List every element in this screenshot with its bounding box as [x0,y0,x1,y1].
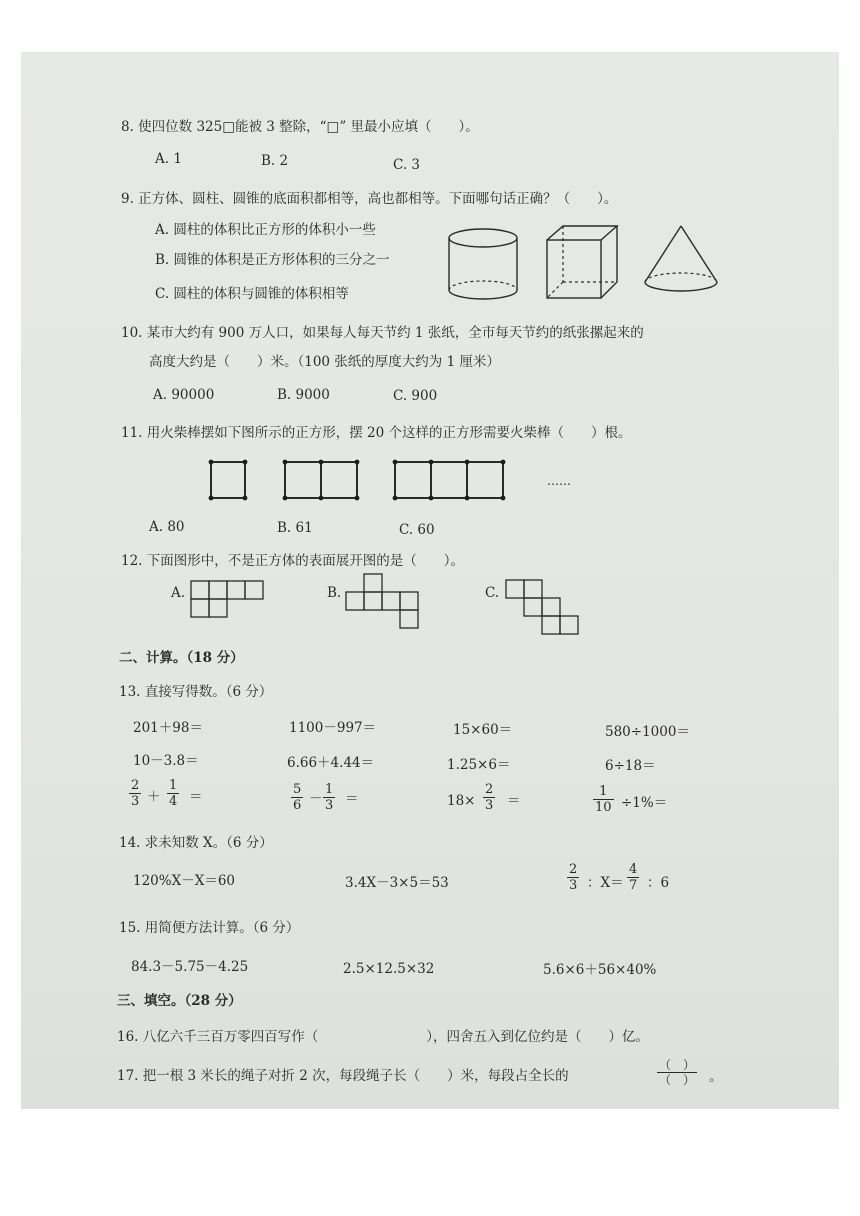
q13-r1c2: 1100－997＝ [289,720,377,736]
q13-r3c1-op: ＋ [147,789,161,805]
q17-answer-fraction: （ ） （ ） [659,1058,696,1087]
q14-eq3-mid: ：X＝ [587,875,624,891]
q8-option-a: A. 1 [155,151,182,167]
q12-option-a-label: A. [171,585,186,601]
q16-text: 16. 八亿六千三百万零四百写作（ ），四舍五入到亿位约是（ ）亿。 [117,1029,650,1045]
q10-option-c: C. 900 [393,388,438,404]
q14-eq3-frac2: $\frac{4}{7}$ [629,862,638,893]
q14-eq2: 3.4X－3×5＝53 [345,875,449,891]
q11-ellipsis: …… [547,474,571,488]
q8-stem: 8. 使四位数 325□能被 3 整除，“□” 里最小应填（ ）。 [121,119,479,135]
q10-option-a: A. 90000 [153,387,215,403]
q15-eq3: 5.6×6＋56×40% [543,962,657,978]
q13-r1c4: 580÷1000＝ [605,724,690,740]
cube-net-b [345,572,421,632]
q9-option-c: C. 圆柱的体积与圆锥的体积相等 [155,286,349,302]
q12-option-b-label: B. [327,585,342,601]
q8-option-b: B. 2 [261,153,289,169]
q10-stem-line2: 高度大约是（ ）米。（100 张纸的厚度大约为 1 厘米） [149,354,500,370]
q17-text: 17. 把一根 3 米长的绳子对折 2 次，每段绳子长（ ）米，每段占全长的 [117,1068,569,1084]
q10-option-b: B. 9000 [277,387,330,403]
q13-r3c4-frac: $\frac{1}{10}$ [595,784,612,815]
q9-option-b: B. 圆锥的体积是正方形体积的三分之一 [155,252,390,268]
matchstick-figure-2 [283,460,361,502]
section-3-title: 三、填空。（28 分） [117,993,242,1009]
q13-r3c3-pre: 18× [447,793,476,809]
q11-option-c: C. 60 [399,522,435,538]
cube-figure [545,224,619,302]
q13-r2c4: 6÷18＝ [605,758,656,774]
q13-r3c4-post: ÷1%＝ [621,795,668,811]
q17-end: 。 [709,1069,723,1085]
matchstick-figure-1 [209,460,249,502]
q8-option-c: C. 3 [393,157,421,173]
q15-eq2: 2.5×12.5×32 [343,961,435,977]
q9-option-a: A. 圆柱的体积比正方形的体积小一些 [155,222,376,238]
q14-eq3-post: ：6 [647,875,670,891]
matchstick-figure-3 [393,460,507,502]
cylinder-figure [447,228,519,306]
q13-title: 13. 直接写得数。（6 分） [119,684,273,700]
q11-option-a: A. 80 [149,519,185,535]
q11-stem: 11. 用火柴棒摆如下图所示的正方形，摆 20 个这样的正方形需要火柴棒（ ）根。 [121,425,632,441]
q11-option-b: B. 61 [277,520,313,536]
q10-stem: 10. 某市大约有 900 万人口，如果每人每天节约 1 张纸，全市每天节约的纸张摞起来的 [121,325,644,341]
q13-r3c2-frac1: $\frac{5}{6}$ [293,782,302,813]
section-2-title: 二、计算。（18 分） [119,650,244,666]
q14-eq3-frac1: $\frac{2}{3}$ [569,862,578,893]
q13-r3c1-frac2: $\frac{1}{4}$ [169,778,178,809]
q13-r1c1: 201＋98＝ [133,720,203,736]
q13-r3c3-frac: $\frac{2}{3}$ [485,782,494,813]
q13-r3c2-frac2: $\frac{1}{3}$ [325,782,334,813]
q14-eq1: 120%X－X＝60 [133,873,235,889]
q12-option-c-label: C. [485,585,500,601]
q14-title: 14. 求未知数 X。（6 分） [119,835,273,851]
q13-r3c2-op: － [309,791,323,807]
exam-paper-photo [21,52,839,1109]
cone-figure [641,224,721,296]
q13-r1c3: 15×60＝ [453,722,513,738]
q13-r2c1: 10－3.8＝ [133,753,199,769]
cube-net-a [190,580,266,620]
q13-r2c3: 1.25×6＝ [447,757,511,773]
q12-stem: 12. 下面图形中，不是正方体的表面展开图的是（ ）。 [121,553,465,569]
q13-r2c2: 6.66＋4.44＝ [287,755,375,771]
q9-stem: 9. 正方体、圆柱、圆锥的底面积都相等，高也都相等。下面哪句话正确？（ ）。 [121,191,618,207]
q13-r3c1-frac1: $\frac{2}{3}$ [131,778,140,809]
q15-eq1: 84.3－5.75－4.25 [131,959,249,975]
q15-title: 15. 用简便方法计算。（6 分） [119,920,300,936]
q13-r3c3-eq: ＝ [507,793,521,809]
cube-net-c [505,578,585,638]
q13-r3c2-eq: ＝ [345,791,359,807]
q13-r3c1-eq: ＝ [189,789,203,805]
